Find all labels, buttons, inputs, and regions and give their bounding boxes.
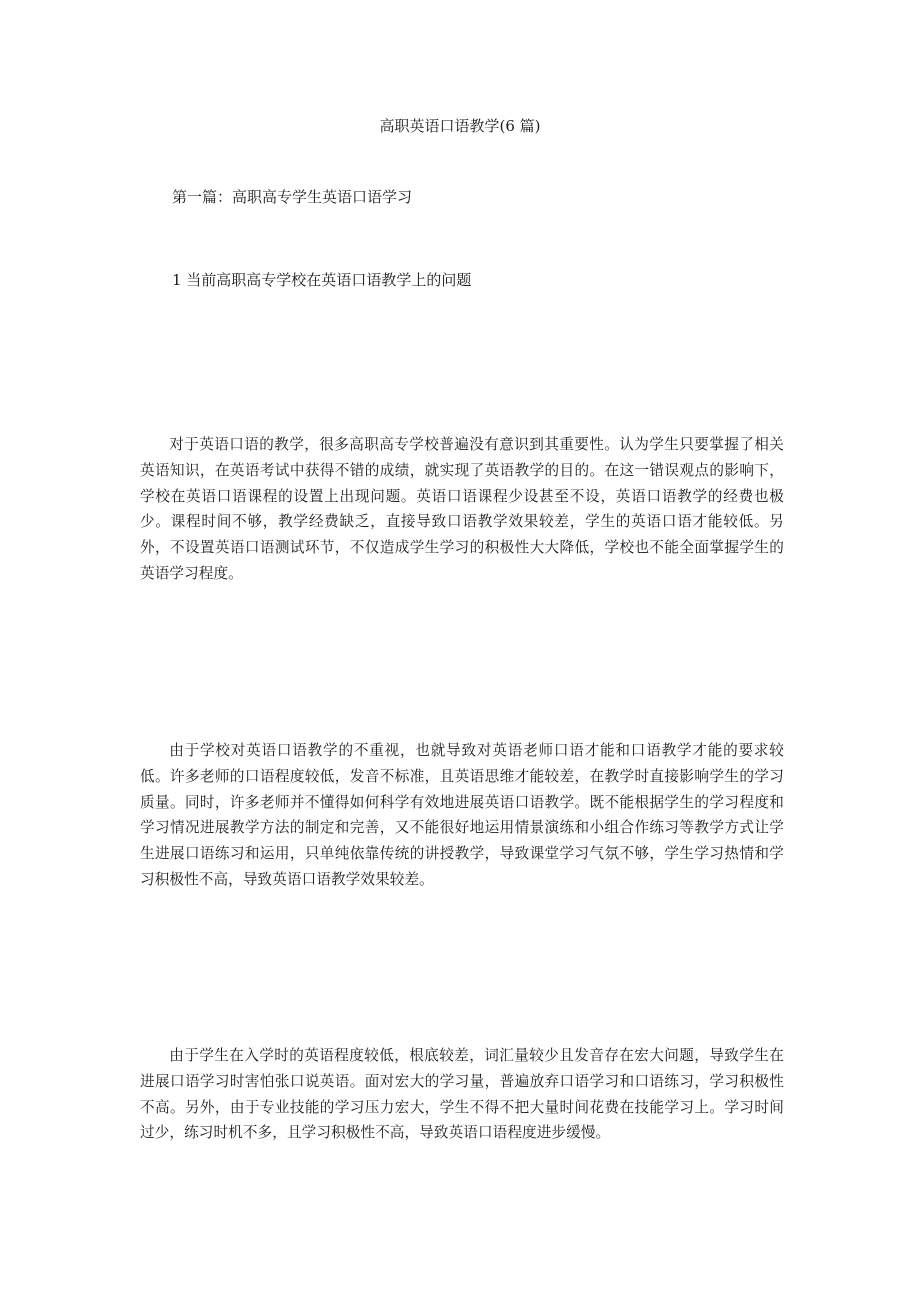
paragraph: 由于学校对英语口语教学的不重视，也就导致对英语老师口语才能和口语教学才能的要求较低。许多老师的口语程度较低，发音不标准，且英语思维才能较差，在教学时直接影响学生的学习质量。同时，许多老师并不懂得如何科学有效地进展英语口语教学。既不能根据学生的学习程度和学习情况进展教学方法的制定和完善，又不能很好地运用情景演练和小组合作练习等教学方式让学生进展口语练习和运用，只单纯依靠传统的讲授教学，导致课堂学习气氛不够，学生学习热情和学习积极性不高，导致英语口语教学效果较差。 bbox=[140, 742, 784, 888]
section-heading: 1 当前高职高专学校在英语口语教学上的问题 bbox=[172, 271, 472, 289]
document-title: 高职英语口语教学(6 篇) bbox=[379, 117, 541, 135]
paragraph: 由于学生在入学时的英语程度较低，根底较差，词汇量较少且发音存在宏大问题，导致学生在进展口语学习时害怕张口说英语。面对宏大的学习量，普遍放弃口语学习和口语练习，学习积极性不高。另外，由于专业技能的学习压力宏大，学生不得不把大量时间花费在技能学习上。学习时间过少，练习时机不多，且学习积极性不高，导致英语口语程度进步缓慢。 bbox=[140, 1047, 784, 1142]
part-heading: 第一篇：高职高专学生英语口语学习 bbox=[172, 188, 413, 206]
paragraph: 对于英语口语的教学，很多高职高专学校普遍没有意识到其重要性。认为学生只要掌握了相关英语知识，在英语考试中获得不错的成绩，就实现了英语教学的目的。在这一错误观点的影响下，学校在英语口语课程的设置上出现问题。英语口语课程少设甚至不设，英语口语教学的经费也极少。课程时间不够，教学经费缺乏，直接导致口语教学效果较差，学生的英语口语才能较低。另外，不设置英语口语测试环节，不仅造成学生学习的积极性大大降低，学校也不能全面掌握学生的英语学习程度。 bbox=[140, 436, 784, 582]
